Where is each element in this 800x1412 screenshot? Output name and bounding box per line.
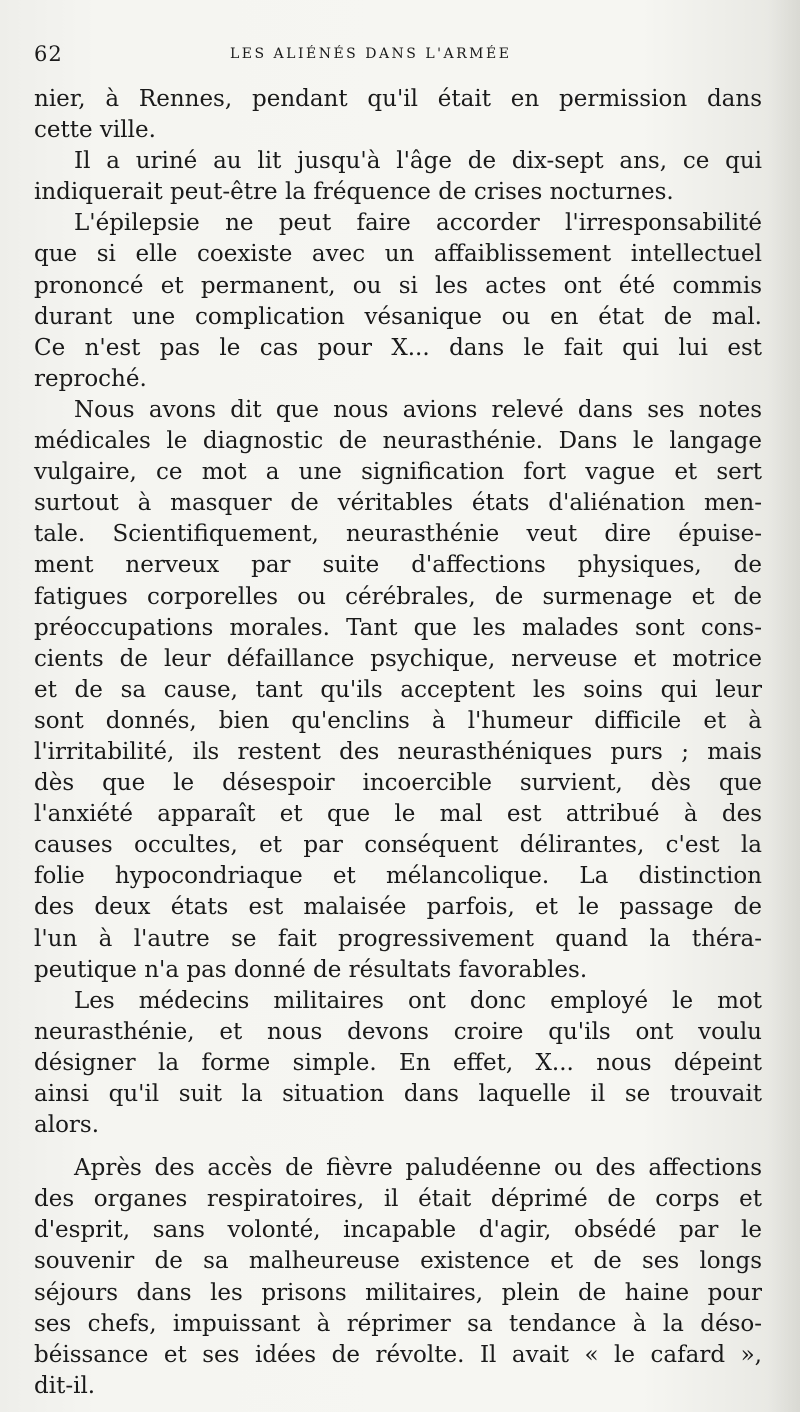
text-line: tale. Scientifiquement, neurasthénie veut dire épuise-: [34, 521, 762, 548]
text-line: que si elle coexiste avec un affaiblissement intellectuel: [34, 241, 762, 268]
text-line: des deux états est malaisée parfois, et le passage de: [34, 894, 762, 921]
text-line: sont donnés, bien qu'enclins à l'humeur difficile et à: [34, 707, 762, 734]
text-line: dès que le désespoir incoercible survient, dès que: [34, 770, 762, 797]
text-line: neurasthénie, et nous devons croire qu'ils ont voulu: [34, 1018, 762, 1045]
text-line: médicales le diagnostic de neurasthénie. Dans le langage: [34, 428, 762, 455]
text-line: séjours dans les prisons militaires, plein de haine pour: [34, 1279, 762, 1306]
text-line: fatigues corporelles ou cérébrales, de surmenage et de: [34, 583, 762, 610]
text-line: et de sa cause, tant qu'ils acceptent les soins qui leur: [34, 676, 762, 703]
paragraph-gap: [34, 1141, 762, 1153]
text-line: L'épilepsie ne peut faire accorder l'irresponsabilité: [74, 210, 762, 237]
text-line: des organes respiratoires, il était déprimé de corps et: [34, 1186, 762, 1213]
text-line: Après des accès de fièvre paludéenne ou des affections: [74, 1155, 762, 1182]
text-line: ainsi qu'il suit la situation dans laquelle il se trouvait: [34, 1081, 762, 1107]
text-line: Les médecins militaires ont donc employé le mot: [74, 987, 762, 1014]
text-line: cette ville.: [34, 117, 156, 144]
text-line: durant une complication vésanique ou en état de mal.: [34, 303, 762, 330]
text-line: Nous avons dit que nous avions relevé dans ses notes: [74, 396, 762, 423]
text-line: dit-il.: [34, 1372, 96, 1399]
text-line: Il a uriné au lit jusqu'à l'âge de dix-sept ans, ce qui: [74, 148, 762, 175]
text-line: Ce n'est pas le cas pour X... dans le fait qui lui est: [34, 334, 762, 361]
text-line: l'anxiété apparaît et que le mal est attribué à des: [34, 801, 762, 828]
running-title: LES ALIÉNÉS DANS L'ARMÉE: [230, 46, 512, 62]
text-line: vulgaire, ce mot a une signification fort vague et sert: [34, 459, 762, 486]
text-line: reproché.: [34, 365, 147, 392]
text-line: ses chefs, impuissant à réprimer sa tendance à la déso-: [34, 1310, 762, 1337]
page-header: [34, 42, 764, 72]
text-line: d'esprit, sans volonté, incapable d'agir, obsédé par le: [34, 1217, 762, 1244]
text-line: causes occultes, et par conséquent délirantes, c'est la: [34, 832, 762, 859]
text-line: nier, à Rennes, pendant qu'il était en permission dans: [34, 86, 762, 112]
body-text: [34, 84, 762, 1402]
text-line: désigner la forme simple. En effet, X... nous dépeint: [34, 1049, 762, 1076]
text-line: folie hypocondriaque et mélancolique. La distinction: [34, 863, 762, 890]
text-line: prononcé et permanent, ou si les actes ont été commis: [34, 272, 762, 299]
text-line: souvenir de sa malheureuse existence et de ses longs: [34, 1248, 762, 1275]
text-line: cients de leur défaillance psychique, nerveuse et motrice: [34, 645, 762, 672]
text-line: préoccupations morales. Tant que les malades sont cons-: [34, 614, 762, 641]
text-line: surtout à masquer de véritables états d'aliénation men-: [34, 490, 762, 517]
text-line: indiquerait peut-être la fréquence de crises nocturnes.: [34, 179, 674, 206]
page-number: 62: [34, 42, 63, 66]
text-line: l'un à l'autre se fait progressivement quand la théra-: [34, 925, 762, 952]
text-line: béissance et ses idées de révolte. Il avait « le cafard »,: [34, 1341, 762, 1368]
text-line: l'irritabilité, ils restent des neurasthéniques purs ; mais: [34, 738, 762, 765]
text-line: ment nerveux par suite d'affections physiques, de: [34, 552, 762, 579]
text-line: peutique n'a pas donné de résultats favorables.: [34, 956, 588, 983]
text-line: alors.: [34, 1112, 100, 1139]
